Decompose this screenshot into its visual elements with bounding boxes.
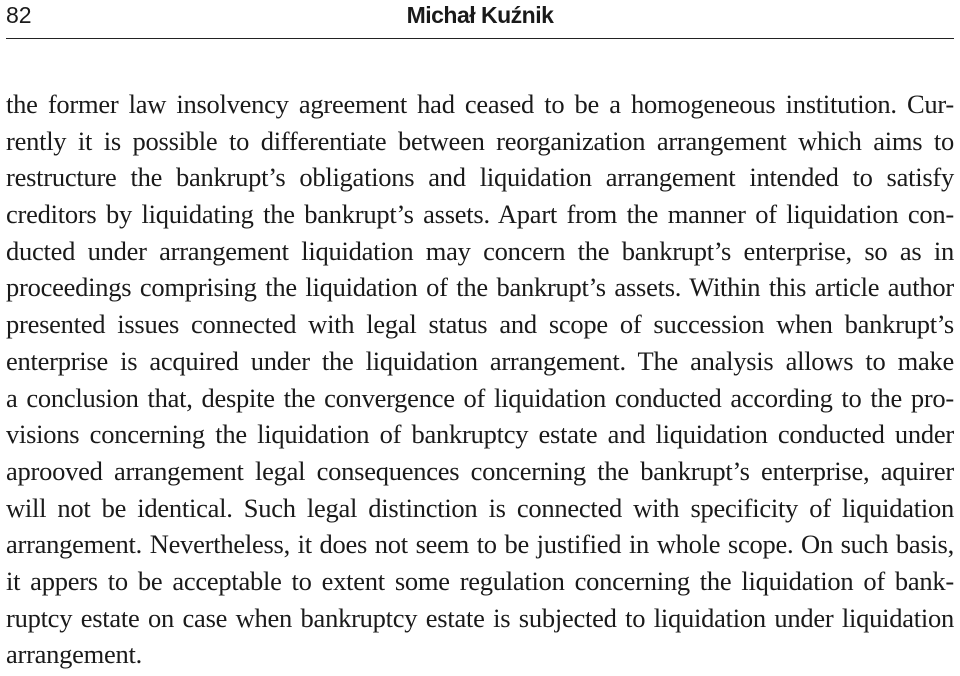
running-head-author: Michał Kuźnik (406, 2, 554, 28)
page-number: 82 (6, 2, 32, 28)
body-paragraph (6, 86, 954, 673)
text-line: rently it is possible to differentiate between reorganization arrangement which aims to (6, 125, 954, 156)
page-header (6, 0, 954, 32)
header-divider (6, 38, 954, 39)
text-line: presented issues connected with legal status and scope of succession when bankrupt’s (6, 309, 954, 340)
text-line: it appers to be acceptable to extent some regulation concerning the liquidation of bank- (6, 565, 954, 596)
text-line: enterprise is acquired under the liquidation arrangement. The analysis allows to make (6, 345, 954, 376)
text-line: proceedings comprising the liquidation of the bankrupt’s assets. Within this article author (6, 272, 954, 303)
text-line: ducted under arrangement liquidation may concern the bankrupt’s enterprise, so as in (6, 235, 954, 266)
text-line: arrangement. Nevertheless, it does not seem to be justified in whole scope. On such basis, (6, 529, 954, 560)
text-line: ruptcy estate on case when bankruptcy estate is subjected to liquidation under liquidation (6, 602, 954, 633)
text-line: restructure the bankrupt’s obligations and liquidation arrangement intended to satisfy (6, 162, 954, 193)
text-line: creditors by liquidating the bankrupt’s assets. Apart from the manner of liquidation con- (6, 199, 954, 230)
text-line: aprooved arrangement legal consequences concerning the bankrupt’s enterprise, aquirer (6, 455, 954, 486)
text-line: will not be identical. Such legal distinction is connected with specificity of liquidation (6, 492, 954, 523)
text-line-last: arrangement. (6, 639, 143, 670)
text-line: visions concerning the liquidation of bankruptcy estate and liquidation conducted under (6, 419, 954, 450)
text-line: the former law insolvency agreement had ceased to be a homogeneous institution. Cur- (6, 89, 954, 119)
text-line: a conclusion that, despite the convergence of liquidation conducted according to the pro- (6, 382, 954, 413)
